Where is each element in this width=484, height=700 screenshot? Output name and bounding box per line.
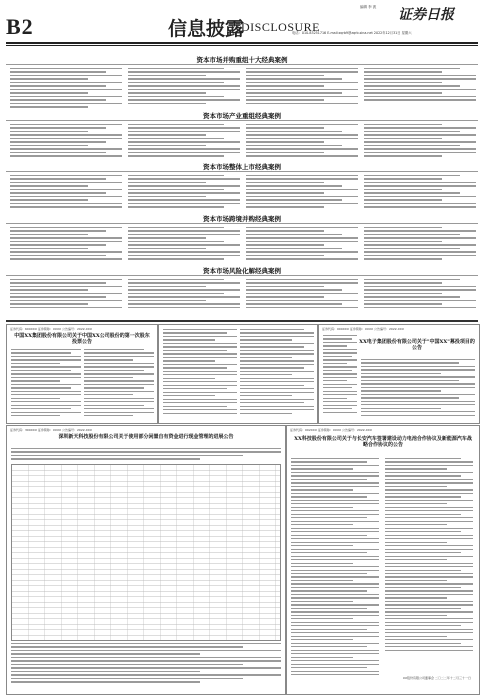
newspaper-logo: 证券日报 [398,7,454,23]
announcement-title: 中国XX集团股份有限公司关于中国XX公司股份的第一次股东投票公告 [14,333,150,345]
section-title-2: 资本市场产业重组经典案例 [203,112,281,120]
case-column [128,68,240,110]
case-column [10,227,122,265]
announcement-body [323,335,357,421]
announcement-body [11,643,281,691]
section-name: 信息披露 [168,18,245,40]
announcement-box [6,324,158,424]
announcement-body [240,329,314,421]
header-rule [6,42,478,44]
case-column [10,175,122,213]
case-column [364,175,476,213]
stock-code-line: 证券代码：002XXX 证券简称：XXXX 公告编号：2022-XXX [290,428,372,432]
announcement-body [361,359,475,421]
section-title-3: 资本市场整体上市经典案例 [203,163,281,171]
editors-credit: 编辑 李 波 [360,5,377,9]
announcement-body [11,448,281,462]
case-column [246,279,358,315]
announcement-box [286,425,480,695]
case-column [10,279,122,315]
section-title-1: 资本市场并购重组十大经典案例 [196,56,288,64]
announcement-body [11,349,81,421]
announcement-body [291,458,379,678]
case-column [128,227,240,265]
board-signature: XX股份有限公司董事会 二〇二二年十二月三十一日 [402,676,471,680]
case-column [364,227,476,265]
case-column [246,227,358,265]
announcement-box [6,425,286,695]
announcement-box [318,324,480,424]
announcement-body [385,458,473,678]
stock-code-line: 证券代码：600XXX 证券简称：XXXX 公告编号：2022-XXX [10,327,92,331]
investment-table [11,464,281,641]
announcement-body [163,329,237,421]
case-column [128,124,240,162]
case-column [246,68,358,110]
section-divider [6,120,478,121]
section-title-4: 资本市场跨境并购经典案例 [203,215,281,223]
contact-line: 电话：010-83251716 E-mail:zqrb9@zqrb.sina.net 2022年12月31日 星期六 [292,31,412,35]
page-number: B2 [6,14,34,39]
announcement-title: XX科技股份有限公司关于与长安汽车签署建设动力电池合作协议及新能源汽车战略合作协议的公告 [294,436,472,448]
section-name-en: DISCLOSURE [241,20,321,34]
announcement-title: 深圳新天科技股份有限公司关于使用部分闲置自有资金进行现金管理的进展公告 [58,434,234,440]
stock-code-line: 证券代码：000XXX 证券简称：XXXX 公告编号：2022-XXX [322,327,404,331]
section-divider-heavy [6,320,478,322]
section-divider [6,275,478,276]
announcement-box [158,324,318,424]
section-divider [6,171,478,172]
case-column [128,279,240,315]
announcement-body [84,349,154,421]
case-column [246,175,358,213]
stock-code-line: 证券代码：300XXX 证券简称：XXXX 公告编号：2022-XXX [10,428,92,432]
section-title-5: 资本市场风险化解经典案例 [203,267,281,275]
case-column [246,124,358,162]
case-column [10,124,122,162]
case-column [364,124,476,162]
case-column [364,279,476,315]
case-column [364,68,476,110]
case-column [128,175,240,213]
announcement-title: XX电子集团股份有限公司关于"中国XX"募投项目的公告 [359,339,475,351]
section-divider [6,64,478,65]
header-rule-thin [6,45,478,46]
section-divider [6,223,478,224]
case-column [10,68,122,110]
